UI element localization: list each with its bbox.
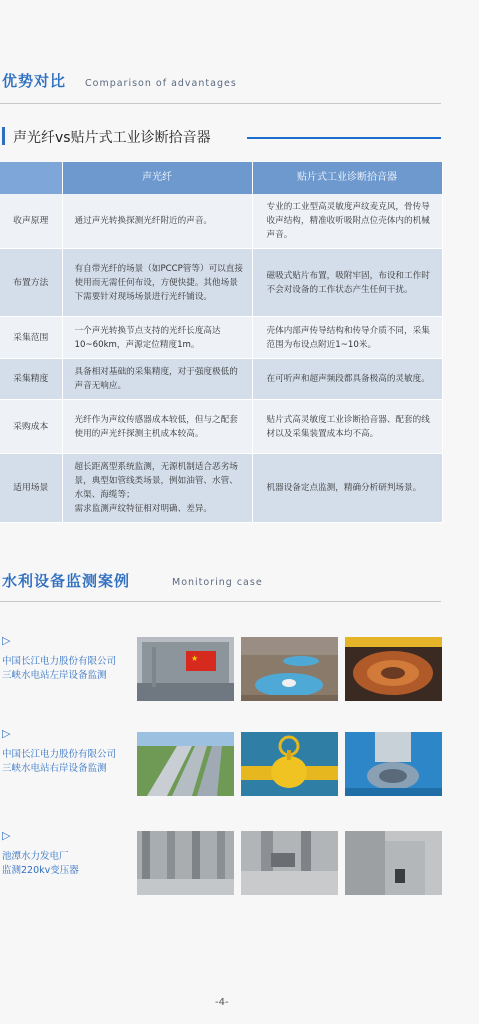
- svg-text:★: ★: [191, 654, 199, 663]
- pickup-cell: 磁吸式贴片布置，吸附牢固，布设和工作时不会对设备的工作状态产生任何干扰。: [252, 249, 442, 317]
- case-company: 中国长江电力股份有限公司: [2, 749, 117, 760]
- case-project: 监测220kv变压器: [2, 865, 79, 876]
- section-subtitle-cases: Monitoring case: [172, 577, 263, 588]
- table-row: [0, 317, 442, 359]
- photo-generator-hall: [241, 637, 338, 701]
- section-subtitle-advantages: Comparison of advantages: [85, 78, 237, 89]
- row-label: 收声原理: [0, 194, 62, 249]
- triangle-marker-icon: ▷: [2, 634, 11, 647]
- table-row: [0, 359, 442, 400]
- table-row: [0, 194, 442, 249]
- pickup-cell: 专业的工业型高灵敏度声纹麦克风，骨传导收声结构，精准收听吸附点位壳体内的机械声音。: [252, 194, 442, 249]
- row-label: 适用场景: [0, 454, 62, 523]
- row-label: 布置方法: [0, 249, 62, 317]
- photo-transformer-2: [241, 831, 338, 895]
- case-title: [2, 655, 116, 683]
- photo-yellow-valve: [241, 732, 338, 796]
- row-label: 采集范围: [0, 317, 62, 359]
- case-title: [2, 748, 116, 776]
- triangle-marker-icon: ▷: [2, 727, 11, 740]
- case-company: 中国长江电力股份有限公司: [2, 656, 117, 667]
- pickup-cell: 在可听声和超声频段都具备极高的灵敏度。: [252, 359, 442, 400]
- case-company: 池潭水力发电厂: [2, 851, 69, 862]
- table-row: [0, 249, 442, 317]
- subsection-title: 声光纤vs贴片式工业诊断拾音器: [13, 130, 211, 146]
- page-number: -4-: [215, 997, 229, 1008]
- fiber-cell: 具备相对基础的采集精度，对于强度极低的声音无响应。: [62, 359, 252, 400]
- section-title-advantages: 优势对比: [2, 72, 67, 90]
- fiber-cell: 通过声光转换探测光纤附近的声音。: [62, 194, 252, 249]
- table-row: [0, 400, 442, 454]
- case-project: 三峡水电站左岸设备监测: [2, 670, 107, 681]
- table-header-row: [0, 162, 442, 194]
- photo-transformer-3: [345, 831, 442, 895]
- comparison-table: [0, 162, 443, 523]
- table-header-pickup: 贴片式工业诊断拾音器: [252, 162, 442, 194]
- section-title-cases: 水利设备监测案例: [2, 572, 131, 590]
- case-project: 三峡水电站右岸设备监测: [2, 763, 107, 774]
- triangle-marker-icon: ▷: [2, 829, 11, 842]
- row-label: 采购成本: [0, 400, 62, 454]
- photo-turbine-rotor: [345, 637, 442, 701]
- row-label: 采集精度: [0, 359, 62, 400]
- pickup-cell: 贴片式高灵敏度工业诊断拾音器、配套的线材以及采集装置成本均不高。: [252, 400, 442, 454]
- case-title: [2, 850, 79, 878]
- fiber-cell: 一个声光转换节点支持的光纤长度高达10~60km，声源定位精度1m。: [62, 317, 252, 359]
- section-divider: [0, 601, 441, 602]
- section-divider: [0, 103, 441, 104]
- table-header-empty: [0, 162, 62, 194]
- subsection-rule: [247, 137, 441, 139]
- table-header-fiber: 声光纤: [62, 162, 252, 194]
- pickup-cell: 壳体内部声传导结构和传导介质不同，采集范围为布设点附近1~10米。: [252, 317, 442, 359]
- photo-transformer-1: [137, 831, 234, 895]
- fiber-cell: 有自带光纤的场景（如PCCP管等）可以直接使用而无需任何布设，方便快捷。其他场景下需要针对现场场景进行光纤铺设。: [62, 249, 252, 317]
- subsection-marker: [2, 127, 5, 145]
- fiber-cell: 超长距离型系统监测，无源机制适合恶劣场景，典型如管线类场景，例如油管、水管、水渠、海缆等； 需求监测声纹特征相对明确、差异。: [62, 454, 252, 523]
- photo-turbine-installation: [345, 732, 442, 796]
- pickup-cell: 机器设备定点监测，精确分析研判场景。: [252, 454, 442, 523]
- photo-dam-flag: [137, 637, 234, 701]
- fiber-cell: 光纤作为声纹传感器成本较低，但与之配套使用的声光纤探测主机成本较高。: [62, 400, 252, 454]
- photo-ship-locks: [137, 732, 234, 796]
- table-row: [0, 454, 442, 523]
